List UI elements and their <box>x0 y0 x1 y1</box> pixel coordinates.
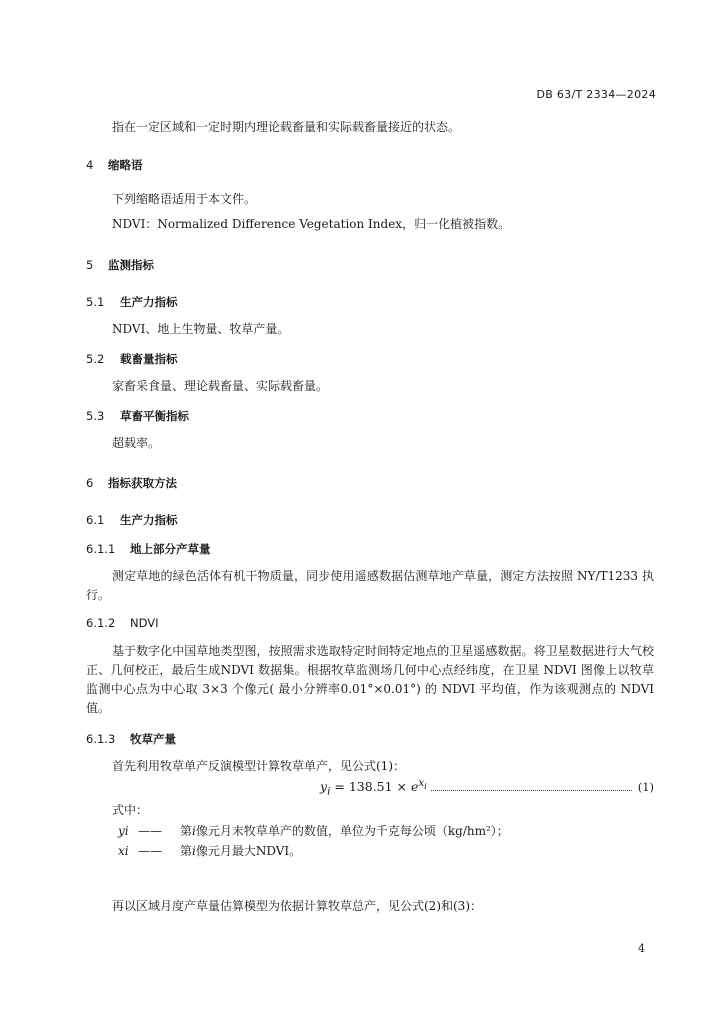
section-title: 生产力指标 <box>120 295 178 309</box>
section-4-intro: 下列缩略语适用于本文件。 <box>112 192 257 206</box>
section-title: 草畜平衡指标 <box>120 409 189 423</box>
section-6-heading <box>86 475 177 491</box>
section-5-1-heading <box>86 294 178 310</box>
section-5-heading <box>86 257 154 273</box>
next-formula-intro: 再以区域月度产草量估算模型为依据计算牧草总产，见公式(2)和(3)： <box>112 899 482 913</box>
leader-dots <box>431 790 632 791</box>
section-number: 6.1.3 <box>86 732 116 746</box>
section-number: 6.1 <box>86 513 105 527</box>
section-title: 缩略语 <box>108 158 143 172</box>
formula-exponent: x <box>418 777 425 789</box>
section-6-1-2-text: 基于数字化中国草地类型图，按照需求选取特定时间特定地点的卫星遥感数据。将卫星数据进行大气校正、几何校正，最后生成NDVI 数据集。根据牧草监测场几何中心点经纬度，在卫星 NDVI 图像上以牧草监测中心点为中心取 3×3 个像元( 最小分辨率0.01°×0.01°) 的 NDVI 平均值，作为该观测点的 NDVI 值。 <box>86 644 654 715</box>
formula-number: (1) <box>637 780 654 795</box>
document-code: DB 63/T 2334—2024 <box>536 88 656 101</box>
definition-variable: i <box>192 844 196 858</box>
definition-variable: i <box>192 824 196 838</box>
section-number: 5.1 <box>86 295 105 309</box>
section-5-3-heading <box>86 408 189 424</box>
formula-intro: 首先利用牧草单产反演模型计算牧草单产，见公式(1)： <box>112 759 406 773</box>
definition-text: 第 <box>180 824 193 838</box>
formula-lhs: y <box>320 779 328 795</box>
formula-exponent-sub: i <box>424 782 427 792</box>
section-5-3-text: 超载率。 <box>112 436 161 450</box>
section-title: NDVI <box>130 616 159 630</box>
continuation-paragraph: 指在一定区域和一定时期内理论载畜量和实际载畜量接近的状态。 <box>112 120 461 134</box>
variable-symbol: yi <box>118 824 129 838</box>
formula-expression <box>320 777 427 798</box>
definition-text: 像元月末牧草单产的数值，单位为千克每公顷（kg/hm²）； <box>195 824 509 838</box>
section-6-1-heading <box>86 512 178 528</box>
section-number: 6 <box>86 476 94 490</box>
variable-symbol: xi <box>118 844 129 858</box>
section-number: 5.3 <box>86 409 105 423</box>
definition-text: 像元月最大NDVI。 <box>195 844 302 858</box>
formula-1 <box>320 777 654 798</box>
section-6-1-1-heading <box>86 541 211 557</box>
section-title: 监测指标 <box>108 258 154 272</box>
section-4-heading <box>86 157 143 173</box>
formula-rhs: = 138.51 × <box>330 779 411 795</box>
section-number: 5 <box>86 258 94 272</box>
section-title: 地上部分产草量 <box>130 542 211 556</box>
definition-dash: —— <box>138 824 162 838</box>
section-5-1-text: NDVI、地上生物量、牧草产量。 <box>112 322 290 336</box>
section-number: 5.2 <box>86 352 105 366</box>
section-number: 6.1.1 <box>86 542 116 556</box>
section-title: 载畜量指标 <box>120 352 178 366</box>
section-title: 牧草产量 <box>130 732 176 746</box>
section-title: 指标获取方法 <box>108 476 177 490</box>
section-6-1-2-heading <box>86 616 159 630</box>
variable-definition <box>118 822 509 841</box>
page-number: 4 <box>638 942 645 955</box>
section-5-2-heading <box>86 351 178 367</box>
section-number: 4 <box>86 158 94 172</box>
formula-base: e <box>411 779 419 795</box>
section-6-1-1-text: 测定草地的绿色活体有机干物质量，同步使用遥感数据估测草地产草量，测定方法按照 NY/T1233 执行。 <box>86 569 654 602</box>
section-6-1-3-heading <box>86 731 176 747</box>
where-label: 式中： <box>112 803 149 817</box>
definition-text: 第 <box>180 844 193 858</box>
ndvi-definition: NDVI：Normalized Difference Vegetation Index，归一化植被指数。 <box>112 217 511 231</box>
formula-lhs-sub: i <box>327 785 331 798</box>
definition-dash: —— <box>138 844 162 858</box>
section-title: 生产力指标 <box>120 513 178 527</box>
section-5-2-text: 家畜采食量、理论载畜量、实际载畜量。 <box>112 379 329 393</box>
section-number: 6.1.2 <box>86 616 116 630</box>
variable-definition <box>118 842 301 861</box>
